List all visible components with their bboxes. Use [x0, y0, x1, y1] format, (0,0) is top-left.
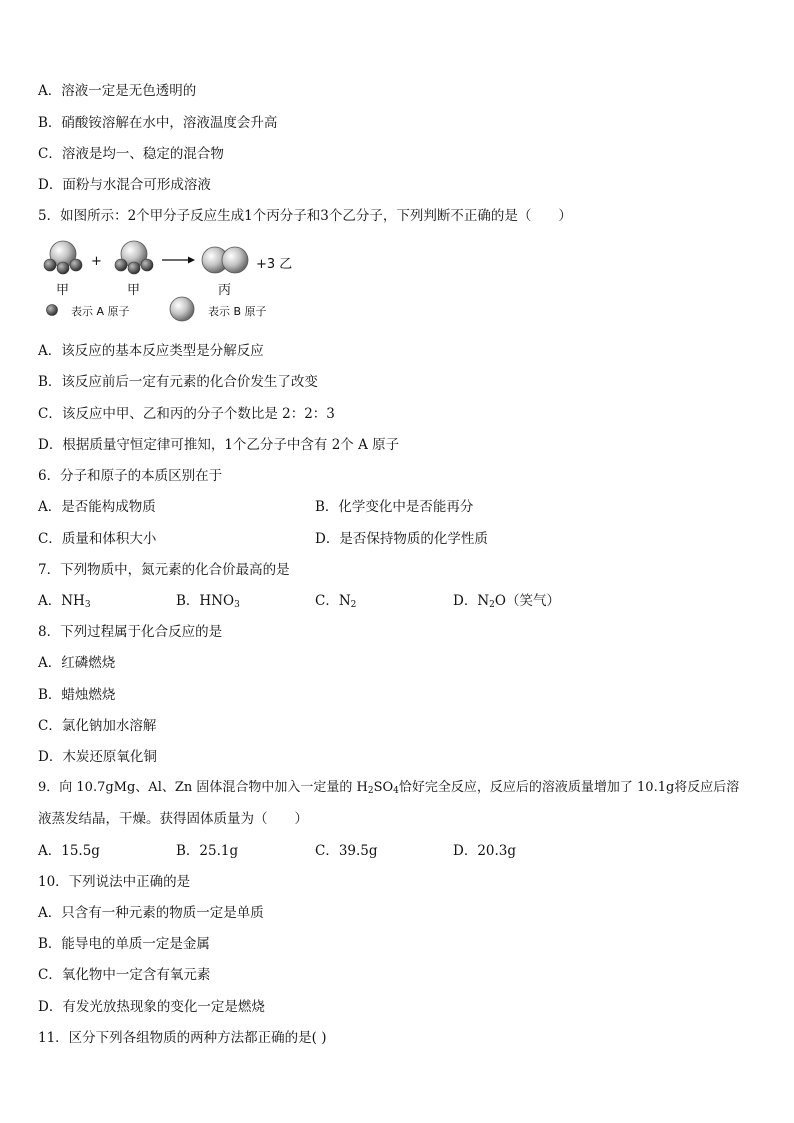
q4-option-d: D．面粉与水混合可形成溶液 — [38, 177, 211, 193]
label-jia-1: 甲 — [56, 283, 70, 298]
q4-option-b: B．硝酸铵溶解在水中，溶液温度会升高 — [38, 115, 278, 131]
q10-option-b: B．能导电的单质一定是金属 — [38, 936, 210, 952]
q9-stem-line2: 液蒸发结晶，干燥。获得固体质量为（ ） — [38, 811, 308, 827]
legend-atom-b-label: 表示 B 原子 — [208, 305, 267, 318]
label-jia-2: 甲 — [127, 283, 141, 298]
q11-stem: 11．区分下列各组物质的两种方法都正确的是( ) — [38, 1030, 327, 1046]
molecule-jia-1 — [44, 241, 82, 274]
q6-option-b: B．化学变化中是否能再分 — [315, 499, 474, 515]
q10-option-a: A．只含有一种元素的物质一定是单质 — [38, 905, 264, 921]
q5-option-b: B．该反应前后一定有元素的化合价发生了改变 — [38, 374, 318, 390]
q9-option-a: A．15.5g — [38, 843, 100, 859]
q8-option-c: C．氯化钠加水溶解 — [38, 718, 157, 734]
molecule-reaction-diagram — [38, 238, 338, 326]
q6-option-a: A．是否能构成物质 — [38, 499, 156, 515]
q10-option-c: C．氧化物中一定含有氧元素 — [38, 967, 211, 983]
q7-option-d: D．$N_2O$（笑气） — [453, 593, 560, 610]
molecule-jia-2 — [115, 241, 153, 274]
legend-atom-b-icon — [170, 297, 194, 321]
q6-option-d: D．是否保持物质的化学性质 — [315, 531, 488, 547]
molecule-bing — [202, 247, 248, 273]
q7-option-a: A．$NH_3$ — [38, 593, 91, 610]
q5-stem: 5．如图所示：2个甲分子反应生成1个丙分子和3个乙分子，下列判断不正确的是（ ） — [38, 208, 572, 224]
q7-option-b: B．$HNO_3$ — [176, 593, 240, 610]
q8-option-d: D．木炭还原氧化铜 — [38, 749, 157, 765]
label-bing: 丙 — [218, 283, 232, 298]
q9-option-b: B．25.1g — [176, 843, 239, 859]
q5-option-a: A．该反应的基本反应类型是分解反应 — [38, 343, 264, 359]
q8-option-b: B．蜡烛燃烧 — [38, 687, 116, 703]
q9-stem-line1: 9．向 10.7gMg、Al、Zn 固体混合物中加入一定量的 $H_2SO_4$恰好完全反应，反应后的溶液质量增加了 10.1g将反应后溶 — [38, 780, 740, 796]
q10-option-d: D．有发光放热现象的变化一定是燃烧 — [38, 999, 265, 1015]
q8-option-a: A．红磷燃烧 — [38, 655, 116, 671]
product-yi-label: +3 乙 — [256, 257, 293, 272]
q7-stem: 7．下列物质中，氮元素的化合价最高的是 — [38, 562, 290, 578]
q5-option-c: C．该反应中甲、乙和丙的分子个数比是 2：2：3 — [38, 406, 335, 422]
q4-option-c: C．溶液是均一、稳定的混合物 — [38, 146, 224, 162]
legend-atom-a-icon — [47, 305, 58, 316]
plus-sign: + — [91, 254, 102, 269]
q9-option-d: D．20.3g — [453, 843, 517, 859]
q5-option-d: D．根据质量守恒定律可推知，1个乙分子中含有 2个 A 原子 — [38, 437, 400, 453]
q6-stem: 6．分子和原子的本质区别在于 — [38, 468, 223, 484]
q4-option-a: A．溶液一定是无色透明的 — [38, 83, 197, 99]
q7-option-c: C．$N_2$ — [315, 593, 357, 610]
reaction-arrow-icon — [162, 257, 195, 264]
q10-stem: 10．下列说法中正确的是 — [38, 874, 191, 890]
legend-atom-a-label: 表示 A 原子 — [71, 305, 130, 318]
q8-stem: 8．下列过程属于化合反应的是 — [38, 624, 223, 640]
q6-option-c: C．质量和体积大小 — [38, 531, 157, 547]
q9-option-c: C．39.5g — [315, 843, 378, 859]
